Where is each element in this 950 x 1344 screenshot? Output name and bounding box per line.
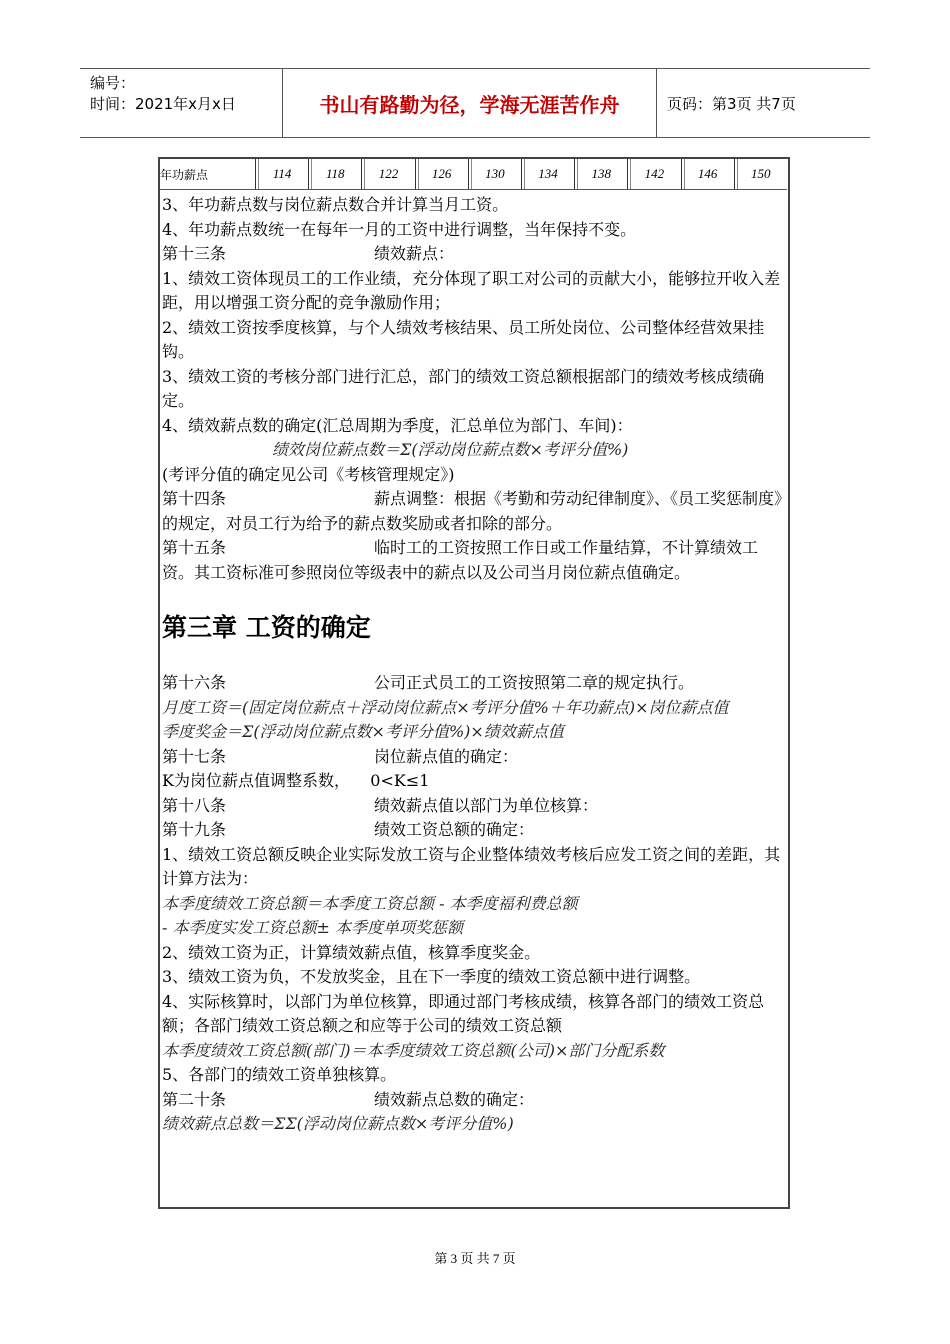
article-text: 临时工的工资按照工作日或工作量结算，不计算绩效工资。其工资标准可参照岗位等级表中的薪点以及公司当月岗位薪点值确定。	[162, 538, 759, 582]
article-number: 第十八条	[162, 795, 227, 815]
table-cell: 142	[627, 159, 680, 189]
header-meta	[80, 69, 283, 137]
formula: 绩效薪点总数＝ΣΣ(浮动岗位薪点数×考评分值%)	[162, 1114, 514, 1133]
paragraph: 4、年功薪点数统一在每年一月的工资中进行调整，当年保持不变。	[162, 219, 637, 239]
article-number: 第十九条	[162, 820, 227, 839]
table-cell: 146	[681, 159, 734, 189]
article-title: 岗位薪点值的确定：	[374, 746, 519, 766]
paragraph: 1、绩效工资总额反映企业实际发放工资与企业整体绩效考核后应发工资之间的差距，其计算方法为：	[162, 844, 781, 888]
formula: 月度工资＝(固定岗位薪点＋浮动岗位薪点×考评分值%＋年功薪点)×岗位薪点值	[162, 697, 729, 717]
paragraph: 4、绩效薪点数的确定(汇总周期为季度，汇总单位为部门、车间)：	[162, 415, 633, 435]
paragraph: 3、绩效工资的考核分部门进行汇总，部门的绩效工资总额根据部门的绩效考核成绩确定。	[162, 366, 765, 410]
article-heading	[162, 242, 788, 267]
page-header	[80, 68, 870, 138]
header-motto: 书山有路勤为径，学海无涯苦作舟	[283, 69, 657, 137]
article-text: 薪点调整：根据《考勤和劳动纪律制度》、《员工奖惩制度》的规定，对员工行为给予的薪点数奖励或者扣除的部分。	[162, 489, 783, 533]
document-body	[162, 193, 788, 1137]
row-label: 年功薪点	[160, 167, 209, 182]
article-number: 第十六条	[162, 673, 227, 692]
table-cell: 118	[308, 159, 361, 189]
table-cell: 134	[521, 159, 574, 189]
article-number: 第二十条	[162, 1089, 227, 1109]
article-title: 绩效薪点总数的确定：	[374, 1089, 535, 1109]
article-title: 绩效薪点值以部门为单位核算：	[374, 795, 599, 815]
article-number: 第十七条	[162, 746, 227, 766]
table-cell: 122	[361, 159, 414, 189]
article	[162, 671, 788, 696]
time-label: 时间：2021年x月x日	[90, 95, 236, 113]
article-heading	[162, 745, 788, 770]
article-heading	[162, 818, 788, 843]
paragraph: 4、实际核算时，以部门为单位核算，即通过部门考核成绩，核算各部门的绩效工资总额；各部门绩效工资总额之和应等于公司的绩效工资总额	[162, 991, 765, 1035]
paragraph: 5、各部门的绩效工资单独核算。	[162, 1065, 397, 1084]
formula: 本季度绩效工资总额＝本季度工资总额 - 本季度福利费总额	[162, 893, 578, 913]
chapter-title: 第三章 工资的确定	[162, 613, 371, 642]
table-cell: 150	[734, 159, 787, 189]
table-cell: 138	[574, 159, 627, 189]
article	[162, 487, 788, 536]
article-number: 第十三条	[162, 244, 227, 263]
article-number: 第十四条	[162, 489, 227, 508]
table-cell: 114	[255, 159, 308, 189]
formula: 季度奖金＝Σ(浮动岗位薪点数×考评分值%)×绩效薪点值	[162, 722, 564, 741]
paragraph: K为岗位薪点值调整系数， 0<K≤1	[162, 771, 430, 790]
article-title: 绩效薪点：	[374, 244, 455, 263]
page-footer: 第 3 页 共 7 页	[434, 1251, 516, 1266]
paragraph: 3、年功薪点数与岗位薪点数合并计算当月工资。	[162, 195, 509, 214]
article-number: 第十五条	[162, 538, 227, 557]
formula: 绩效岗位薪点数＝Σ(浮动岗位薪点数×考评分值%)	[272, 440, 629, 459]
header-page-label: 页码：第3页 共7页	[667, 94, 796, 113]
article-title: 绩效工资总额的确定：	[374, 820, 535, 839]
article-heading	[162, 794, 788, 819]
document-frame	[158, 157, 790, 1209]
number-label: 编号：	[90, 74, 136, 92]
paragraph: 1、绩效工资体现员工的工作业绩，充分体现了职工对公司的贡献大小，能够拉开收入差距，用以增强工资分配的竞争激励作用；	[162, 268, 781, 312]
article	[162, 536, 788, 585]
paragraph: 2、绩效工资按季度核算，与个人绩效考核结果、员工所处岗位、公司整体经营效果挂钩。	[162, 317, 765, 361]
article-text: 公司正式员工的工资按照第二章的规定执行。	[374, 673, 695, 692]
article-heading	[162, 1088, 788, 1113]
seniority-points-row	[160, 159, 787, 190]
paragraph: (考评分值的确定见公司《考核管理规定》)	[162, 464, 455, 484]
paragraph: 2、绩效工资为正，计算绩效薪点值，核算季度奖金。	[162, 942, 541, 962]
formula: 本季度绩效工资总额(部门)＝本季度绩效工资总额(公司)×部门分配系数	[162, 1040, 665, 1060]
paragraph: 3、绩效工资为负，不发放奖金，且在下一季度的绩效工资总额中进行调整。	[162, 967, 701, 986]
table-cell: 130	[468, 159, 521, 189]
formula: - 本季度实发工资总额± 本季度单项奖惩额	[162, 918, 463, 937]
table-cell: 126	[415, 159, 468, 189]
